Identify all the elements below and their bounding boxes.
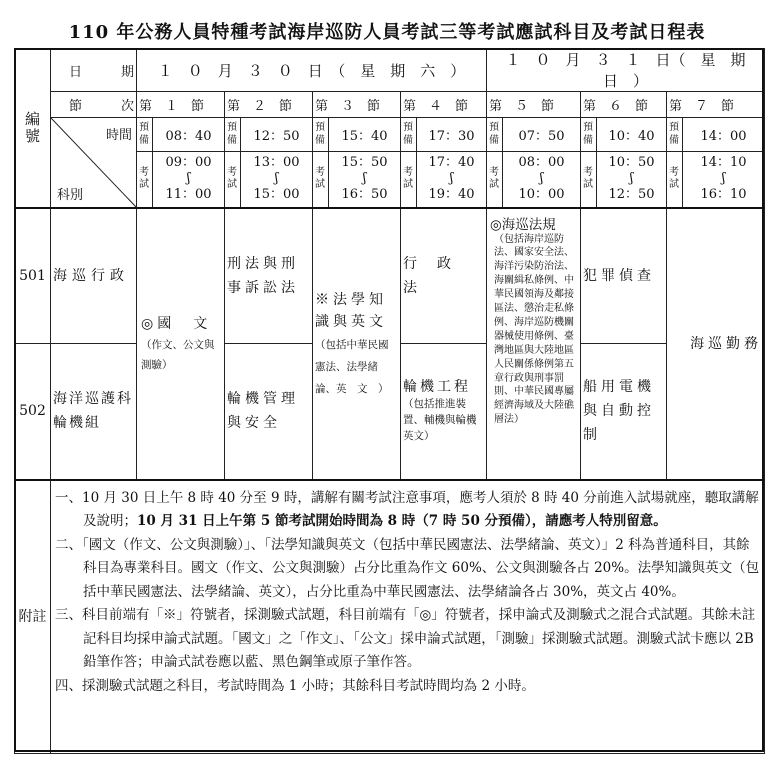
prep-label: 預備 <box>313 118 329 152</box>
exam-label: 考試 <box>487 152 503 208</box>
prep-label: 預備 <box>137 118 153 152</box>
note-1: 一、10 月 30 日上午 8 時 40 分至 9 時，講解有關考試注意事項，應考人須於 8 時 40 分前進入試場就座，聽取講解及說明；10 月 31 日上午第 5 節考試開始時間為 8 時（7 時 50 分預備），請應考人特別留意。 <box>55 489 759 529</box>
session-1: 第 １ 節 <box>137 92 225 118</box>
time-subject-diagonal-cell <box>51 118 137 208</box>
code-header: 編號 <box>15 49 51 208</box>
date-day1: １ ０ 月 ３ ０ 日 （ 星 期 六 ） <box>137 49 487 92</box>
note-2: 二、「國文（作文、公文與測驗）」、「法學知識與英文（包括中華民國憲法、法學緒論、英文）」2 科為普通科目，其餘科目為專業科目。國文（作文、公文與測驗）占分比重為作文 60%、公文與測驗各占 20%。法學知識與英文（包括中華民國憲法、法學緒論、英文），占分比重為中華民國憲法、法學緒論各占 30%，英文占 40%。 <box>55 536 760 600</box>
exam-label: 考試 <box>667 152 683 208</box>
subject-ship-electrical: 船用電機與自動控制 <box>581 344 667 480</box>
prep-time: 14：00 <box>683 118 765 152</box>
schedule-table <box>14 48 765 754</box>
exam-time: 15：50 ʃ 16：50 <box>329 152 401 208</box>
subject-law-english <box>313 208 401 480</box>
subject-coast-law-note: （包括海岸巡防法、國家安全法、海洋污染防治法、海關緝私條例、中華民國領海及鄰接區法、懲治走私條例、海岸巡防機關器械使用條例、臺灣地區與大陸地區人民關係條例第五章行政與刑事罰則、中華民國專屬經濟海域及大陸礁層法） <box>494 233 575 426</box>
row-code-501: 501 <box>15 208 51 344</box>
row-name-502: 海洋巡護科輪機組 <box>51 344 137 480</box>
session-7: 第 ７ 節 <box>667 92 765 118</box>
time-label: 時間 <box>105 128 132 143</box>
notes-label: 附註 <box>15 480 51 754</box>
row-name-501: 海巡行政 <box>51 208 137 344</box>
prep-label: 預備 <box>581 118 597 152</box>
subject-law-english-note: （包括中華民國憲法、法學緒論、英 文 ） <box>315 338 389 395</box>
prep-label: 預備 <box>667 118 683 152</box>
subject-coast-law <box>487 208 581 480</box>
subject-label: 科別 <box>57 187 84 203</box>
exam-label: 考試 <box>401 152 417 208</box>
date-label: 日 期 <box>51 49 137 92</box>
prep-time: 10：40 <box>597 118 667 152</box>
subject-chinese-title: ◎國 文 <box>141 315 212 332</box>
prep-time: 08：40 <box>153 118 225 152</box>
session-label: 節 次 <box>51 92 137 118</box>
exam-time: 08：00 ʃ 10：00 <box>503 152 581 208</box>
subject-coast-law-title: ◎海巡法規 <box>490 216 556 233</box>
subject-criminal-law: 刑法與刑事訴訟法 <box>225 208 313 344</box>
prep-label: 預備 <box>225 118 241 152</box>
exam-time: 17：40 ʃ 19：40 <box>417 152 487 208</box>
subject-marine-engineering-note: （包括推進裝置、輔機與輪機英文） <box>403 398 477 443</box>
exam-time: 14：10 ʃ 16：10 <box>683 152 765 208</box>
exam-time: 09：00 ʃ 11：00 <box>153 152 225 208</box>
note-3: 三、科目前端有「※」符號者，採測驗式試題，科目前端有「◎」符號者，採申論式及測驗式之混合式試題。其餘未註記科目均採申論式試題。「國文」之「作文」、「公文」採申論式試題，「測驗」採測驗式試題。測驗式試卡應以 2B 鉛筆作答；申論式試卷應以藍、黑色鋼筆或原子筆作答。 <box>55 607 756 670</box>
prep-label: 預備 <box>401 118 417 152</box>
session-4: 第 ４ 節 <box>401 92 487 118</box>
subject-marine-engineering-title: 輪機工程 <box>403 379 471 396</box>
note-4: 四、採測驗式試題之科目，考試時間為 1 小時；其餘科目考試時間均為 2 小時。 <box>55 677 535 694</box>
session-5: 第 ５ 節 <box>487 92 581 118</box>
prep-time: 15：40 <box>329 118 401 152</box>
session-6: 第 ６ 節 <box>581 92 667 118</box>
subject-crime-investigation: 犯罪偵查 <box>581 208 667 344</box>
exam-label: 考試 <box>581 152 597 208</box>
exam-label: 考試 <box>137 152 153 208</box>
exam-label: 考試 <box>313 152 329 208</box>
notes-body <box>51 480 765 754</box>
session-2: 第 ２ 節 <box>225 92 313 118</box>
subject-engine-management: 輪機管理與安全 <box>225 344 313 480</box>
subject-law-english-title: ※法學知識與英文 <box>315 291 387 330</box>
subject-admin-law: 行 政 法 <box>401 208 487 344</box>
subject-chinese-note: （作文、公文與測驗） <box>141 338 215 371</box>
prep-time: 12：50 <box>241 118 313 152</box>
subject-chinese <box>137 208 225 480</box>
row-code-502: 502 <box>15 344 51 480</box>
page-title: 110 年公務人員特種考試海岸巡防人員考試三等考試應試科目及考試日程表 <box>68 22 706 43</box>
exam-time: 13：00 ʃ 15：00 <box>241 152 313 208</box>
subject-marine-engineering <box>401 344 487 480</box>
prep-time: 07：50 <box>503 118 581 152</box>
date-day2: １ ０ 月 ３ １ 日（ 星 期 日 ） <box>487 49 765 92</box>
session-3: 第 ３ 節 <box>313 92 401 118</box>
exam-time: 10：50 ʃ 12：50 <box>597 152 667 208</box>
note-1-emphasis: 10 月 31 日上午第 5 節考試開始時間為 8 時（7 時 50 分預備），請應考人特別留意。 <box>137 513 667 529</box>
prep-time: 17：30 <box>417 118 487 152</box>
prep-label: 預備 <box>487 118 503 152</box>
subject-patrol-duty: 海巡勤務 <box>667 208 765 480</box>
exam-label: 考試 <box>225 152 241 208</box>
